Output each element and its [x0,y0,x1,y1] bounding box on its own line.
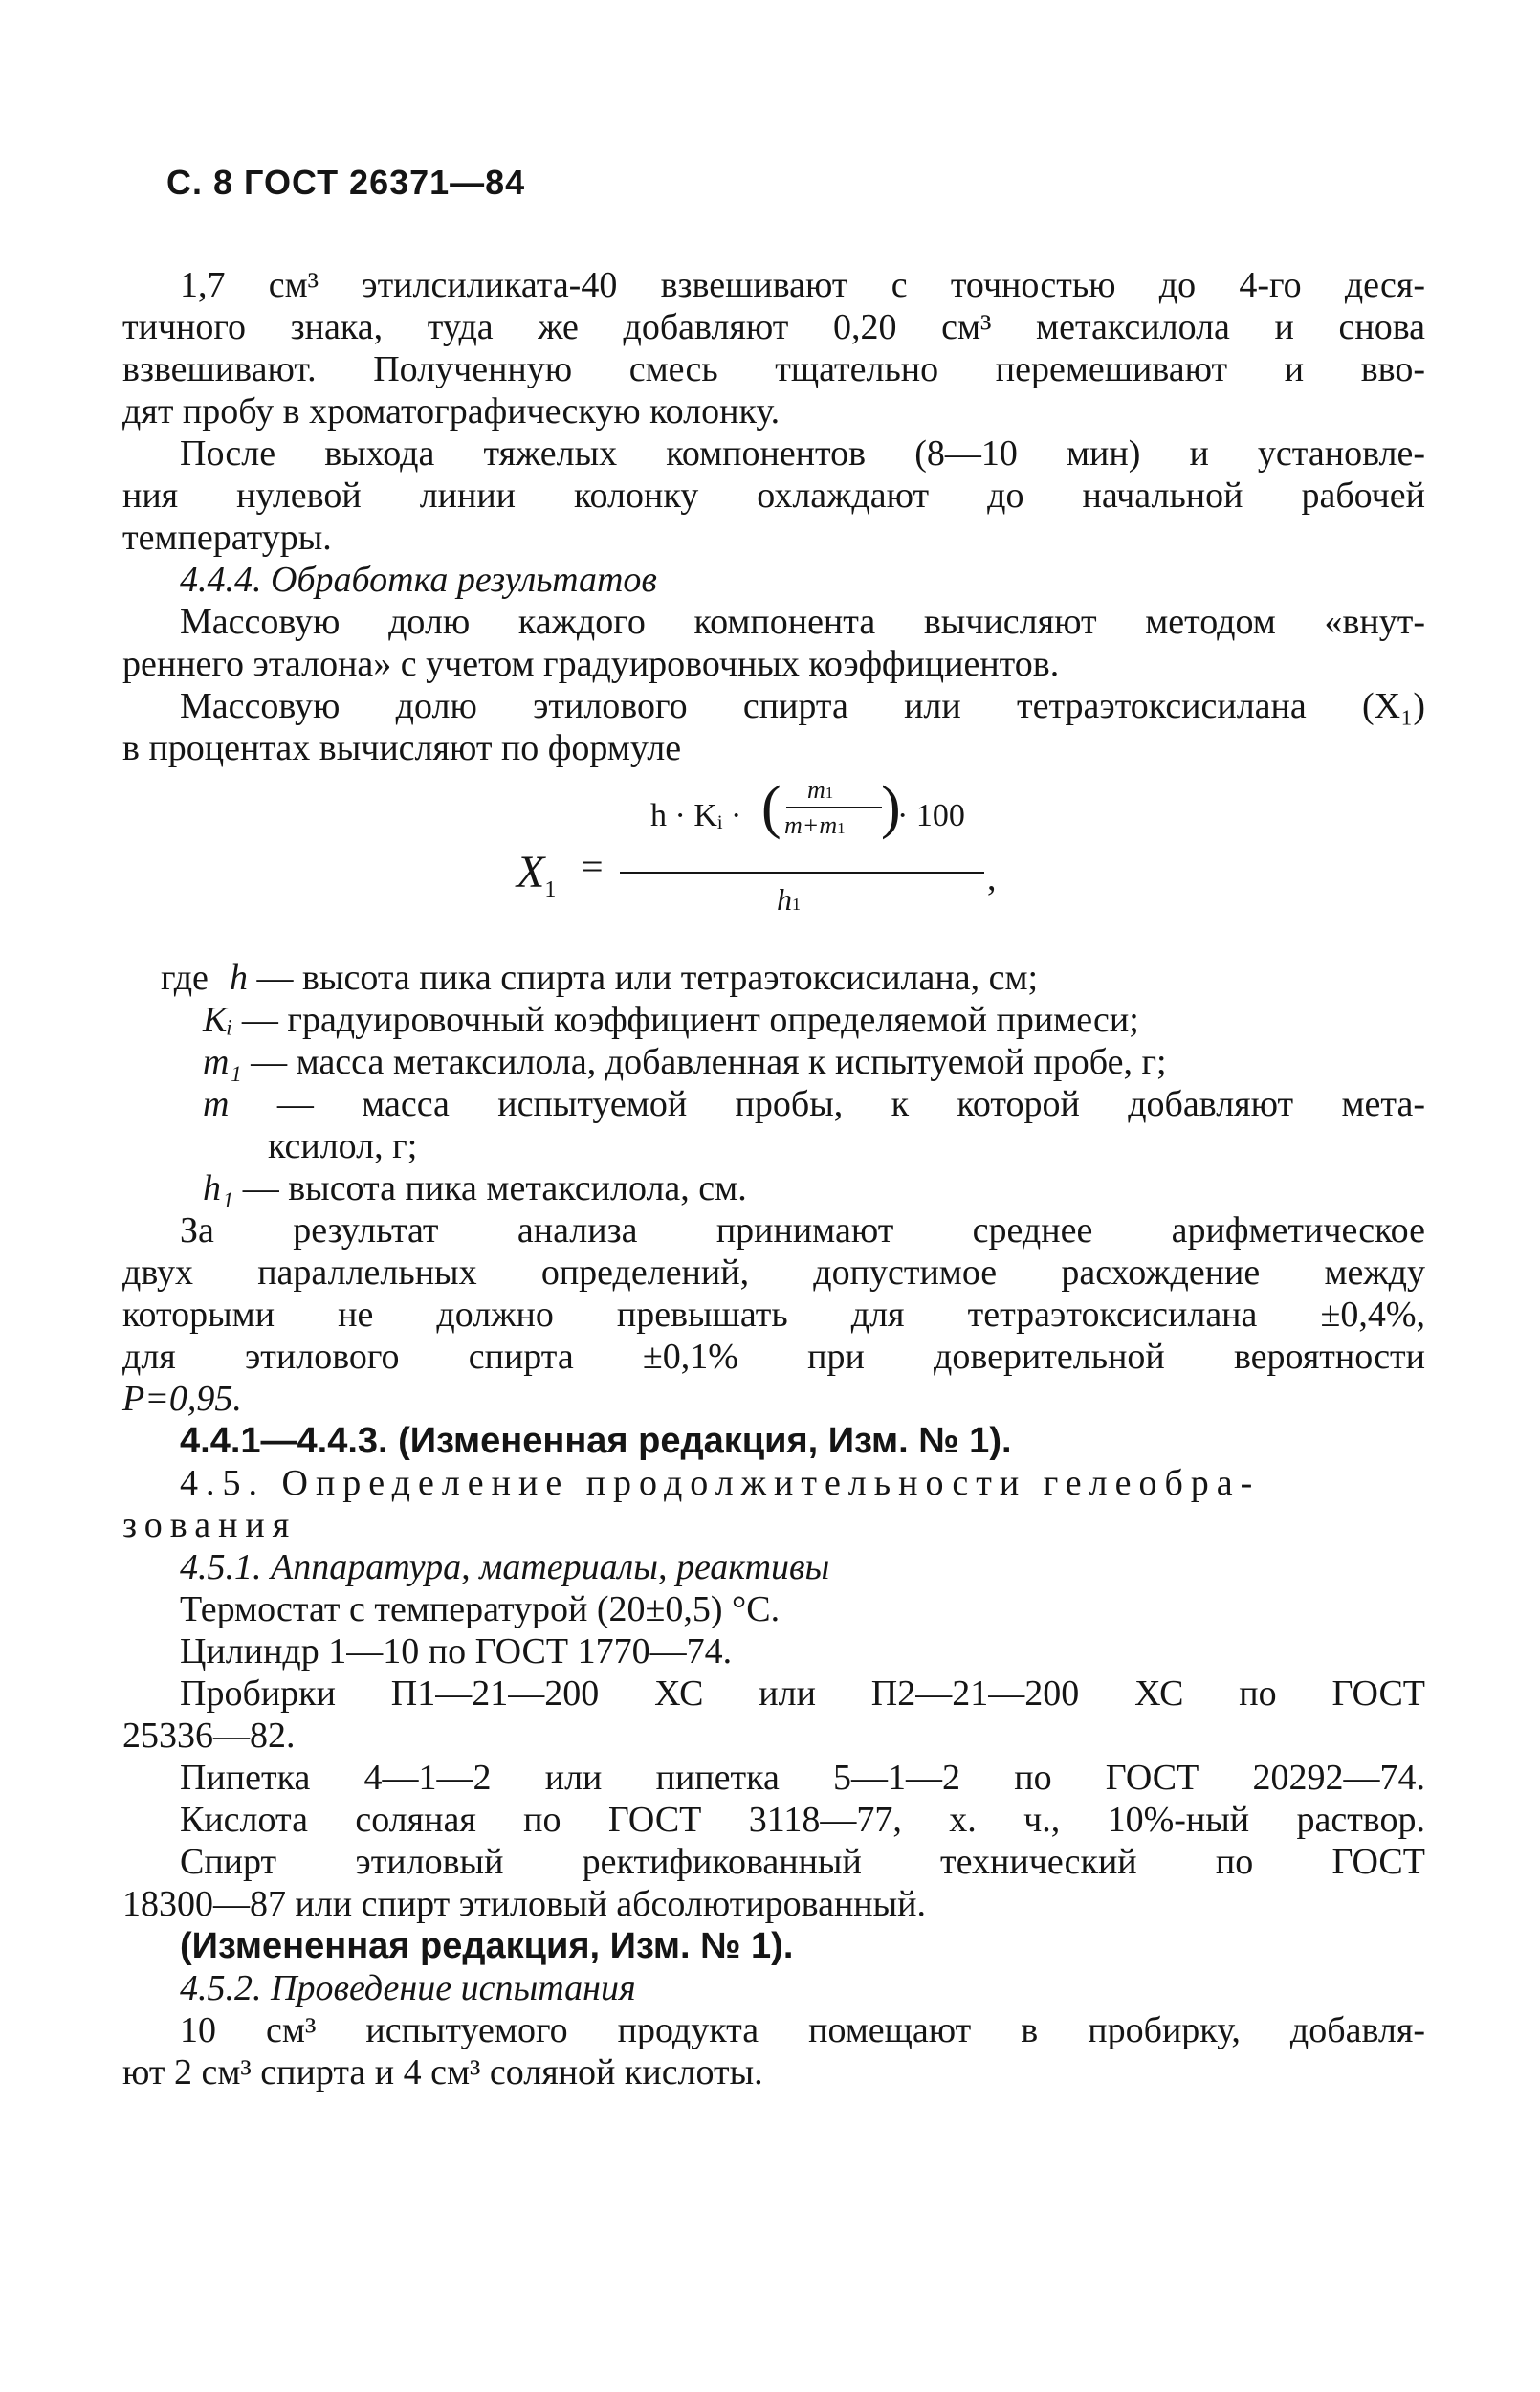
paragraph-line: Массовую долю каждого компонента вычисляют методом «внут- [180,602,1425,642]
formula-inner-denominator: m+m1 [784,811,846,839]
formula-numerator-prefix: h · Kᵢ · [650,798,742,833]
legend-item-m: m — масса испытуемой пробы, к которой добавляют мета- [203,1084,1425,1124]
section-heading-451: 4.5.1. Аппаратура, материалы, реактивы [180,1547,830,1587]
formula-inner-fraction [761,768,901,854]
legend-item-h: h — высота пика спирта или тетраэтоксисилана, см; [230,958,1039,998]
paragraph-line: температуры. [122,518,332,558]
formula-comma: , [987,858,997,898]
apparatus-line: Пробирки П1—21—200 ХС или П2—21—200 ХС по ГОСТ [180,1673,1425,1714]
formula-inner-numerator: m1 [807,776,834,804]
apparatus-line: 18300—87 или спирт этиловый абсолютированный. [122,1884,927,1924]
formula-left-parenthesis: ( [761,775,781,840]
section-heading-45: 4.5. Определение продолжительности гелеобра- [180,1463,1261,1503]
formula-right-parenthesis: ) [881,775,901,840]
paragraph-line: После выхода тяжелых компонентов (8—10 мин) и установле- [180,433,1425,474]
legend-item-m-continuation: ксилол, г; [268,1126,418,1166]
formula-inner-fraction-bar [786,807,882,808]
apparatus-line: Пипетка 4—1—2 или пипетка 5—1—2 по ГОСТ 20292—74. [180,1758,1425,1798]
paragraph-line: реннего эталона» с учетом градуировочных коэффициентов. [122,644,1060,684]
apparatus-line: 25336—82. [122,1716,296,1756]
test-line: ют 2 см³ спирта и 4 см³ соляной кислоты. [122,2052,763,2093]
page-header: С. 8 ГОСТ 26371—84 [166,163,526,202]
formula-lhs: $X_1$ [517,847,557,902]
section-heading-444: 4.4.4. Обработка результатов [180,560,657,600]
formula-denominator: h1 [777,882,801,917]
amendment-line-2: (Измененная редакция, Изм. № 1). [180,1926,794,1966]
result-line: Р=0,95. [122,1379,242,1419]
paragraph-line: Массовую долю этилового спирта или тетраэтоксисилана (X₁) [180,686,1425,726]
apparatus-line: Цилиндр 1—10 по ГОСТ 1770—74. [180,1631,733,1672]
legend-item-h1: h₁ — высота пика метаксилола, см. [203,1168,747,1208]
formula-x1 [497,765,1071,976]
amendment-line-1: 4.4.1—4.4.3. (Измененная редакция, Изм. № 1). [180,1421,1012,1461]
section-heading-452: 4.5.2. Проведение испытания [180,1968,636,2008]
where-label: где [161,958,209,998]
result-line: которыми не должно превышать для тетраэтоксисилана ±0,4%, [122,1295,1425,1335]
apparatus-line: Кислота соляная по ГОСТ 3118—77, х. ч., 10%-ный раствор. [180,1800,1425,1840]
formula-lhs-subscript: 1 [544,877,557,902]
apparatus-line: Спирт этиловый ректификованный технический по ГОСТ [180,1842,1425,1882]
paragraph-line: в процентах вычисляют по формуле [122,728,682,768]
formula-main-fraction-bar [620,872,984,874]
paragraph-line: 1,7 см³ этилсиликата-40 взвешивают с точностью до 4-го деся- [180,265,1425,305]
section-heading-45-continuation: зования [122,1505,297,1545]
result-line: За результат анализа принимают среднее арифметическое [180,1210,1425,1251]
legend-item-m1: m₁ — масса метаксилола, добавленная к испытуемой пробе, г; [203,1042,1167,1082]
paragraph-line: тичного знака, туда же добавляют 0,20 см³ метаксилола и снова [122,307,1425,347]
legend-item-k: Kᵢ — градуировочный коэффициент определяемой примеси; [203,1000,1139,1040]
paragraph-line: ния нулевой линии колонку охлаждают до начальной рабочей [122,476,1425,516]
result-line: для этилового спирта ±0,1% при доверительной вероятности [122,1337,1425,1377]
paragraph-line: дят пробу в хроматографическую колонку. [122,391,781,432]
apparatus-line: Термостат с температурой (20±0,5) °С. [180,1589,781,1629]
formula-equals: = [582,845,604,888]
paragraph-line: взвешивают. Полученную смесь тщательно перемешивают и вво- [122,349,1425,389]
test-line: 10 см³ испытуемого продукта помещают в пробирку, добавля- [180,2010,1425,2050]
result-line: двух параллельных определений, допустимое расхождение между [122,1252,1425,1293]
formula-numerator-suffix: · 100 [897,798,965,833]
